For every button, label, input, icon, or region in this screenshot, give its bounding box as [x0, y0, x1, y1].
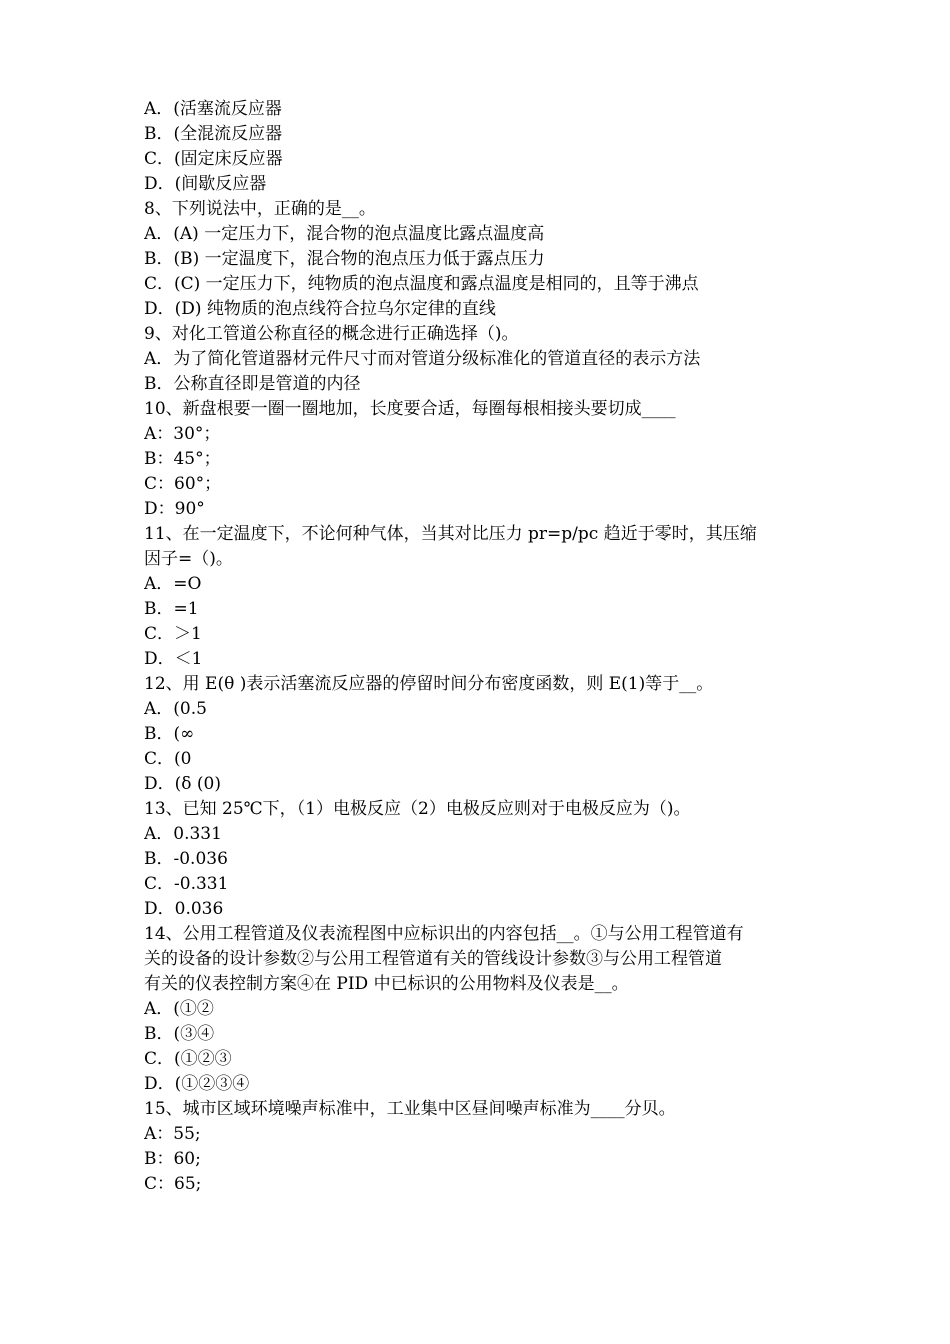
text-line: A．(①② [144, 999, 214, 1019]
text-line: A．(0.5 [144, 699, 207, 719]
question-15: 15、城市区域环境噪声标准中，工业集中区昼间噪声标准为____分贝。 [144, 1099, 676, 1119]
text-line: B．公称直径即是管道的内径 [144, 374, 361, 394]
text-line: B．=1 [144, 599, 199, 619]
text-line: A．为了简化管道器材元件尺寸而对管道分级标准化的管道直径的表示方法 [144, 349, 701, 369]
question-8: 8、下列说法中，正确的是__。 [144, 199, 376, 219]
text-line: D．0.036 [144, 899, 224, 919]
text-line: C．(①②③ [144, 1049, 232, 1069]
text-line: B．-0.036 [144, 849, 228, 869]
text-line: B．(∞ [144, 724, 195, 744]
text-line: A．(活塞流反应器 [144, 99, 282, 119]
document-page [144, 97, 814, 1197]
text-line: B．(B) 一定温度下，混合物的泡点压力低于露点压力 [144, 249, 545, 269]
text-line: C．(固定床反应器 [144, 149, 283, 169]
text-line: C：65; [144, 1174, 202, 1194]
text-line: D．(D) 纯物质的泡点线符合拉乌尔定律的直线 [144, 299, 496, 319]
text-line: D．(间歇反应器 [144, 174, 267, 194]
text-line: A：55; [144, 1124, 201, 1144]
text-line: 关的设备的设计参数②与公用工程管道有关的管线设计参数③与公用工程管道 [144, 949, 722, 969]
text-line: C．(0 [144, 749, 192, 769]
text-line: C：60°； [144, 474, 222, 494]
text-line: 有关的仪表控制方案④在 PID 中已标识的公用物料及仪表是__。 [144, 974, 629, 994]
question-10: 10、新盘根要一圈一圈地加，长度要合适，每圈每根相接头要切成____ [144, 399, 676, 419]
text-line: C．-0.331 [144, 874, 229, 894]
question-9: 9、对化工管道公称直径的概念进行正确选择（)。 [144, 324, 519, 344]
text-line: A．0.331 [144, 824, 222, 844]
text-line: B：45°； [144, 449, 221, 469]
question-11: 11、在一定温度下，不论何种气体，当其对比压力 pr=p/pc 趋近于零时，其压缩 [144, 524, 757, 544]
text-line: D．(δ (0) [144, 774, 221, 794]
text-line: B：60; [144, 1149, 201, 1169]
text-line: D．(①②③④ [144, 1074, 250, 1094]
text-line: D：90° [144, 499, 205, 519]
text-line: B．(全混流反应器 [144, 124, 283, 144]
text-line: D．＜1 [144, 649, 203, 669]
question-12: 12、用 E(θ )表示活塞流反应器的停留时间分布密度函数，则 E(1)等于__。 [144, 674, 714, 694]
text-line: 因子=（)。 [144, 549, 233, 569]
text-line: A：30°； [144, 424, 221, 444]
text-line: C．＞1 [144, 624, 202, 644]
text-line: C．(C) 一定压力下，纯物质的泡点温度和露点温度是相同的，且等于沸点 [144, 274, 699, 294]
question-13: 13、已知 25℃下，（1）电极反应（2）电极反应则对于电极反应为（)。 [144, 799, 691, 819]
text-line: B．(③④ [144, 1024, 215, 1044]
question-14: 14、公用工程管道及仪表流程图中应标识出的内容包括__。①与公用工程管道有 [144, 924, 744, 944]
text-line: A．(A) 一定压力下，混合物的泡点温度比露点温度高 [144, 224, 545, 244]
text-line: A．=O [144, 574, 202, 594]
